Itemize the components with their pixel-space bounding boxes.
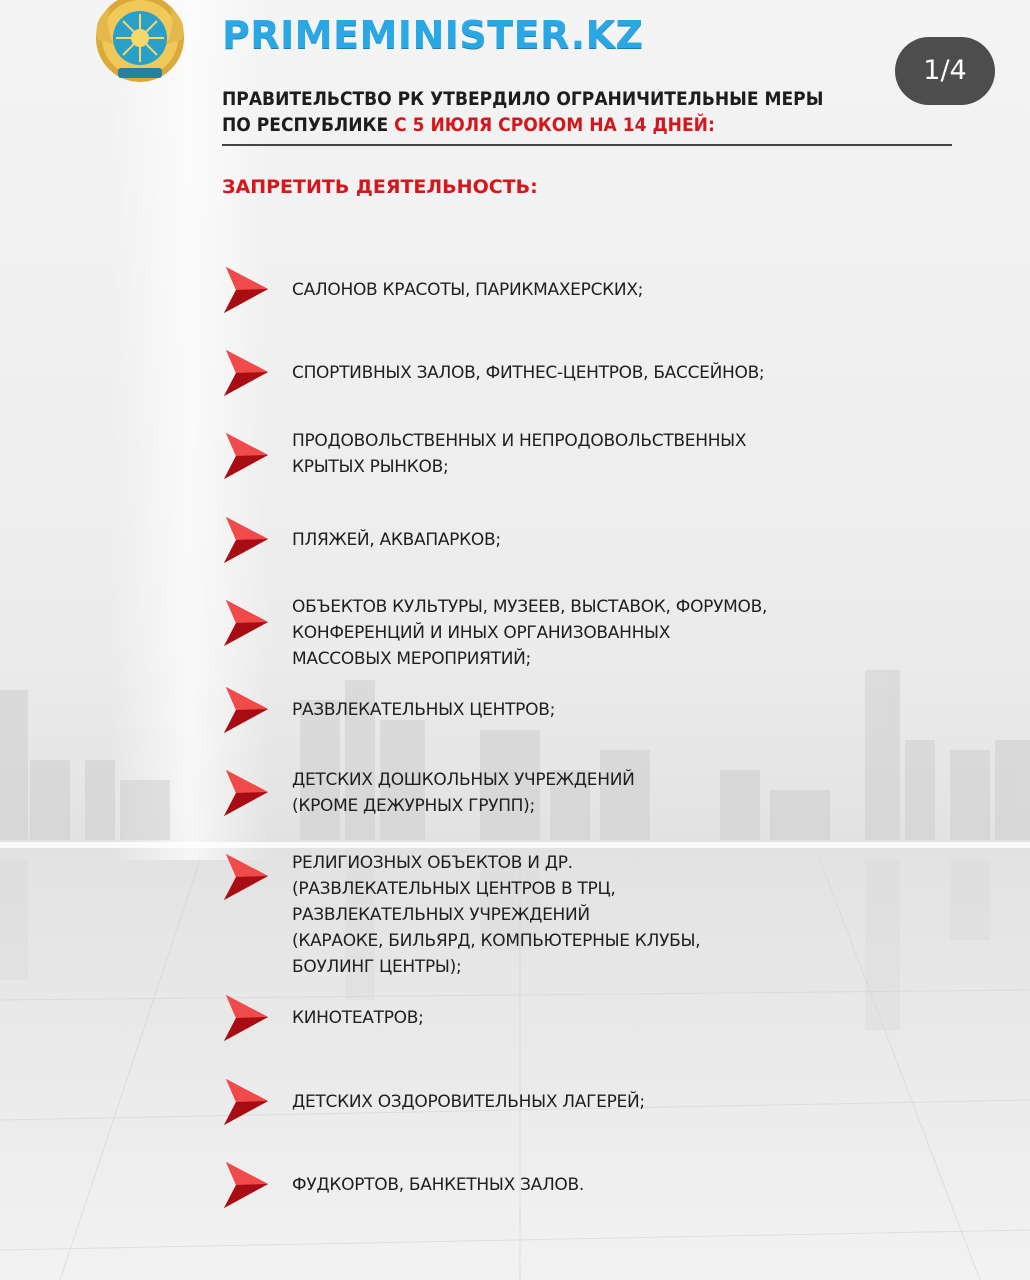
red-arrow-icon [220,265,270,315]
list-item-text: СПОРТИВНЫХ ЗАЛОВ, ФИТНЕС-ЦЕНТРОВ, БАССЕЙНОВ; [292,363,765,383]
list-item-text: РЕЛИГИОЗНЫХ ОБЪЕКТОВ И ДР. (РАЗВЛЕКАТЕЛЬНЫХ ЦЕНТРОВ В ТРЦ, РАЗВЛЕКАТЕЛЬНЫХ УЧРЕЖДЕНИЙ (КАРАОКЕ, БИЛЬЯРД, КОМПЬЮТЕРНЫЕ КЛУБЫ, БОУЛИНГ ЦЕНТРЫ); [292,853,701,977]
list-item-text: ПРОДОВОЛЬСТВЕННЫХ И НЕПРОДОВОЛЬСТВЕННЫХ КРЫТЫХ РЫНКОВ; [292,431,747,477]
red-arrow-icon [220,515,270,565]
red-arrow-icon [220,685,270,735]
list-item-text: ФУДКОРТОВ, БАНКЕТНЫХ ЗАЛОВ. [292,1175,584,1195]
list-item-text: РАЗВЛЕКАТЕЛЬНЫХ ЦЕНТРОВ; [292,700,555,720]
list-item-text: ОБЪЕКТОВ КУЛЬТУРЫ, МУЗЕЕВ, ВЫСТАВОК, ФОРУМОВ, КОНФЕРЕНЦИЙ И ИНЫХ ОРГАНИЗОВАННЫХ МАССОВЫХ МЕРОПРИЯТИЙ; [292,597,768,669]
section-title: ЗАПРЕТИТЬ ДЕЯТЕЛЬНОСТЬ: [222,176,538,198]
headline-line-1: ПРАВИТЕЛЬСТВО РК УТВЕРДИЛО ОГРАНИЧИТЕЛЬНЫЕ МЕРЫ [222,88,824,110]
headline-prefix: ПО РЕСПУБЛИКЕ [222,114,395,136]
list-item-text: ПЛЯЖЕЙ, АКВАПАРКОВ; [292,530,501,550]
red-arrow-icon [220,1077,270,1127]
red-arrow-icon [220,348,270,398]
list-item-text: ДЕТСКИХ ОЗДОРОВИТЕЛЬНЫХ ЛАГЕРЕЙ; [292,1092,645,1112]
red-arrow-icon [220,431,270,481]
headline-line-2 [222,112,902,138]
red-arrow-icon [220,1160,270,1210]
brand-title: PRIMEMINISTER.KZ [222,13,644,57]
red-arrow-icon [220,852,270,902]
divider [222,144,952,146]
headline-dates: С 5 ИЮЛЯ СРОКОМ НА 14 ДНЕЙ: [394,114,715,136]
red-arrow-icon [220,598,270,648]
headline [222,86,902,138]
list-item-text: КИНОТЕАТРОВ; [292,1008,424,1028]
kazakhstan-emblem-icon [88,0,192,86]
red-arrow-icon [220,768,270,818]
red-arrow-icon [220,993,270,1043]
list-item-text: ДЕТСКИХ ДОШКОЛЬНЫХ УЧРЕЖДЕНИЙ (КРОМЕ ДЕЖУРНЫХ ГРУПП); [292,770,635,816]
list-item-text: САЛОНОВ КРАСОТЫ, ПАРИКМАХЕРСКИХ; [292,280,644,300]
slide-counter: 1/4 [895,37,995,105]
